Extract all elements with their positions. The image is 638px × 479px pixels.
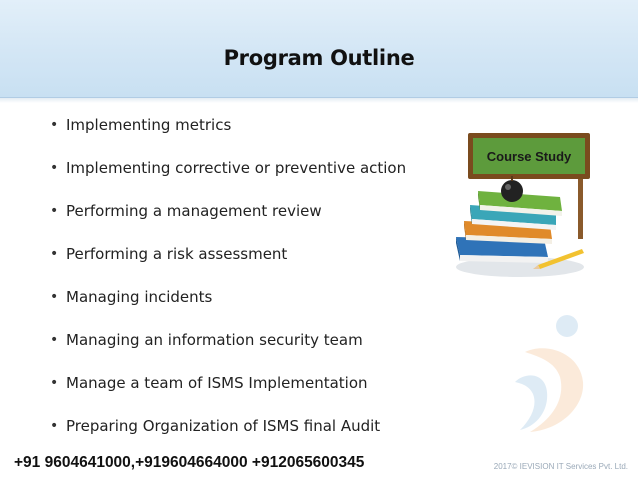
bullet-list <box>46 115 466 459</box>
footer-phone-numbers: +91 9604641000,+919604664000 +912065600345 <box>14 454 365 471</box>
chalkboard-text: Course Study <box>486 149 572 164</box>
bullet-dot: • <box>50 332 59 348</box>
bullet-text: Implementing corrective or preventive action <box>66 159 407 177</box>
bullet-text: Manage a team of ISMS Implementation <box>66 374 368 392</box>
bullet-item <box>46 416 466 459</box>
bullet-dot: • <box>50 117 59 133</box>
bullet-item <box>46 158 466 201</box>
slide-title: Program Outline <box>223 46 415 70</box>
bullet-dot: • <box>50 375 59 391</box>
bullet-text: Performing a risk assessment <box>66 245 288 263</box>
bullet-text: Preparing Organization of ISMS final Audit <box>66 417 381 435</box>
bullet-dot: • <box>50 246 59 262</box>
bullet-dot: • <box>50 160 59 176</box>
bullet-text: Managing an information security team <box>66 331 363 349</box>
bullet-item <box>46 244 466 287</box>
bullet-item <box>46 201 466 244</box>
footer-copyright: 2017© IEVISION IT Services Pvt. Ltd. <box>493 462 628 471</box>
bullet-text: Managing incidents <box>66 288 213 306</box>
bullet-text: Implementing metrics <box>66 116 232 134</box>
bullet-item <box>46 287 466 330</box>
bullet-item <box>46 330 466 373</box>
bullet-text: Performing a management review <box>66 202 322 220</box>
bullet-item <box>46 373 466 416</box>
books-apple-chalkboard-icon <box>452 133 592 283</box>
ievision-logo-icon <box>505 312 600 437</box>
bullet-dot: • <box>50 289 59 305</box>
bullet-item <box>46 115 466 158</box>
bullet-dot: • <box>50 418 59 434</box>
bullet-dot: • <box>50 203 59 219</box>
